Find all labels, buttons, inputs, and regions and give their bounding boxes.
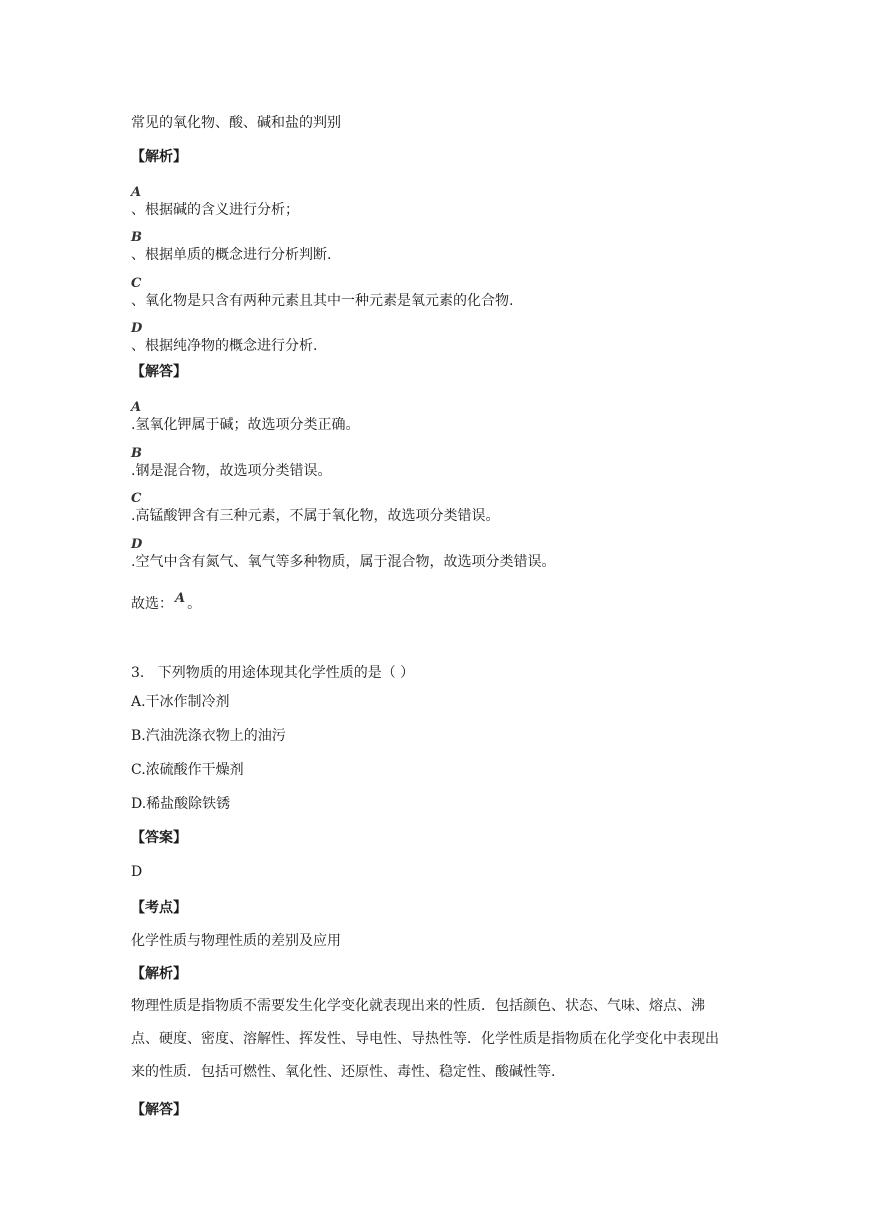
analysis-heading: 【解析】 [131, 966, 187, 982]
analysis-text: 、根据单质的概念进行分析判断. [131, 247, 332, 263]
answer-heading: 【答案】 [131, 830, 187, 846]
option-letter: D [131, 321, 143, 336]
option-letter: B [131, 230, 142, 245]
choice-prefix: 故选： [131, 596, 173, 612]
point-heading: 【考点】 [131, 900, 187, 916]
choice-letter: A [175, 591, 186, 606]
answer-value: D [131, 864, 143, 880]
option-letter: B [131, 446, 142, 461]
option-letter: C [131, 491, 142, 506]
question-text: 3. 下列物质的用途体现其化学性质的是（ ） [131, 665, 415, 681]
option-letter: A [131, 400, 142, 415]
solution-heading: 【解答】 [131, 1102, 187, 1118]
solution-text: .钢是混合物，故选项分类错误。 [131, 463, 332, 479]
analysis-paragraph: 物理性质是指物质不需要发生化学变化就表现出来的性质．包括颜色、状态、气味、熔点、沸点、硬度、密度、溶解性、挥发性、导电性、导热性等．化学性质是指物质在化学变化中表现出来的性质．包括可燃性、氧化性、还原性、毒性、稳定性、酸碱性等. [131, 998, 719, 1080]
solution-text: .空气中含有氮气、氧气等多种物质，属于混合物，故选项分类错误。 [131, 554, 556, 570]
option-letter: A [131, 185, 142, 200]
solution-text: .氢氧化钾属于碱；故选项分类正确。 [131, 417, 360, 433]
analysis-text: 、根据纯净物的概念进行分析. [131, 338, 318, 354]
option-letter: C [131, 276, 142, 291]
option-a: A.干冰作制冷剂 [131, 694, 230, 710]
option-b: B.汽油洗涤衣物上的油污 [131, 728, 286, 744]
option-letter: D [131, 537, 143, 552]
solution-text: .高锰酸钾含有三种元素，不属于氧化物，故选项分类错误。 [131, 508, 500, 524]
choice-suffix: 。 [187, 596, 202, 612]
topic-text: 常见的氧化物、酸、碱和盐的判别 [131, 115, 341, 131]
option-d: D.稀盐酸除铁锈 [131, 796, 231, 812]
analysis-text: 、氧化物是只含有两种元素且其中一种元素是氧元素的化合物. [131, 293, 514, 309]
analysis-text: 、根据碱的含义进行分析； [131, 202, 299, 218]
analysis-heading: 【解析】 [131, 149, 187, 165]
final-choice [131, 590, 201, 613]
option-c: C.浓硫酸作干燥剂 [131, 762, 244, 778]
solution-heading: 【解答】 [131, 364, 187, 380]
point-text: 化学性质与物理性质的差别及应用 [131, 933, 341, 949]
